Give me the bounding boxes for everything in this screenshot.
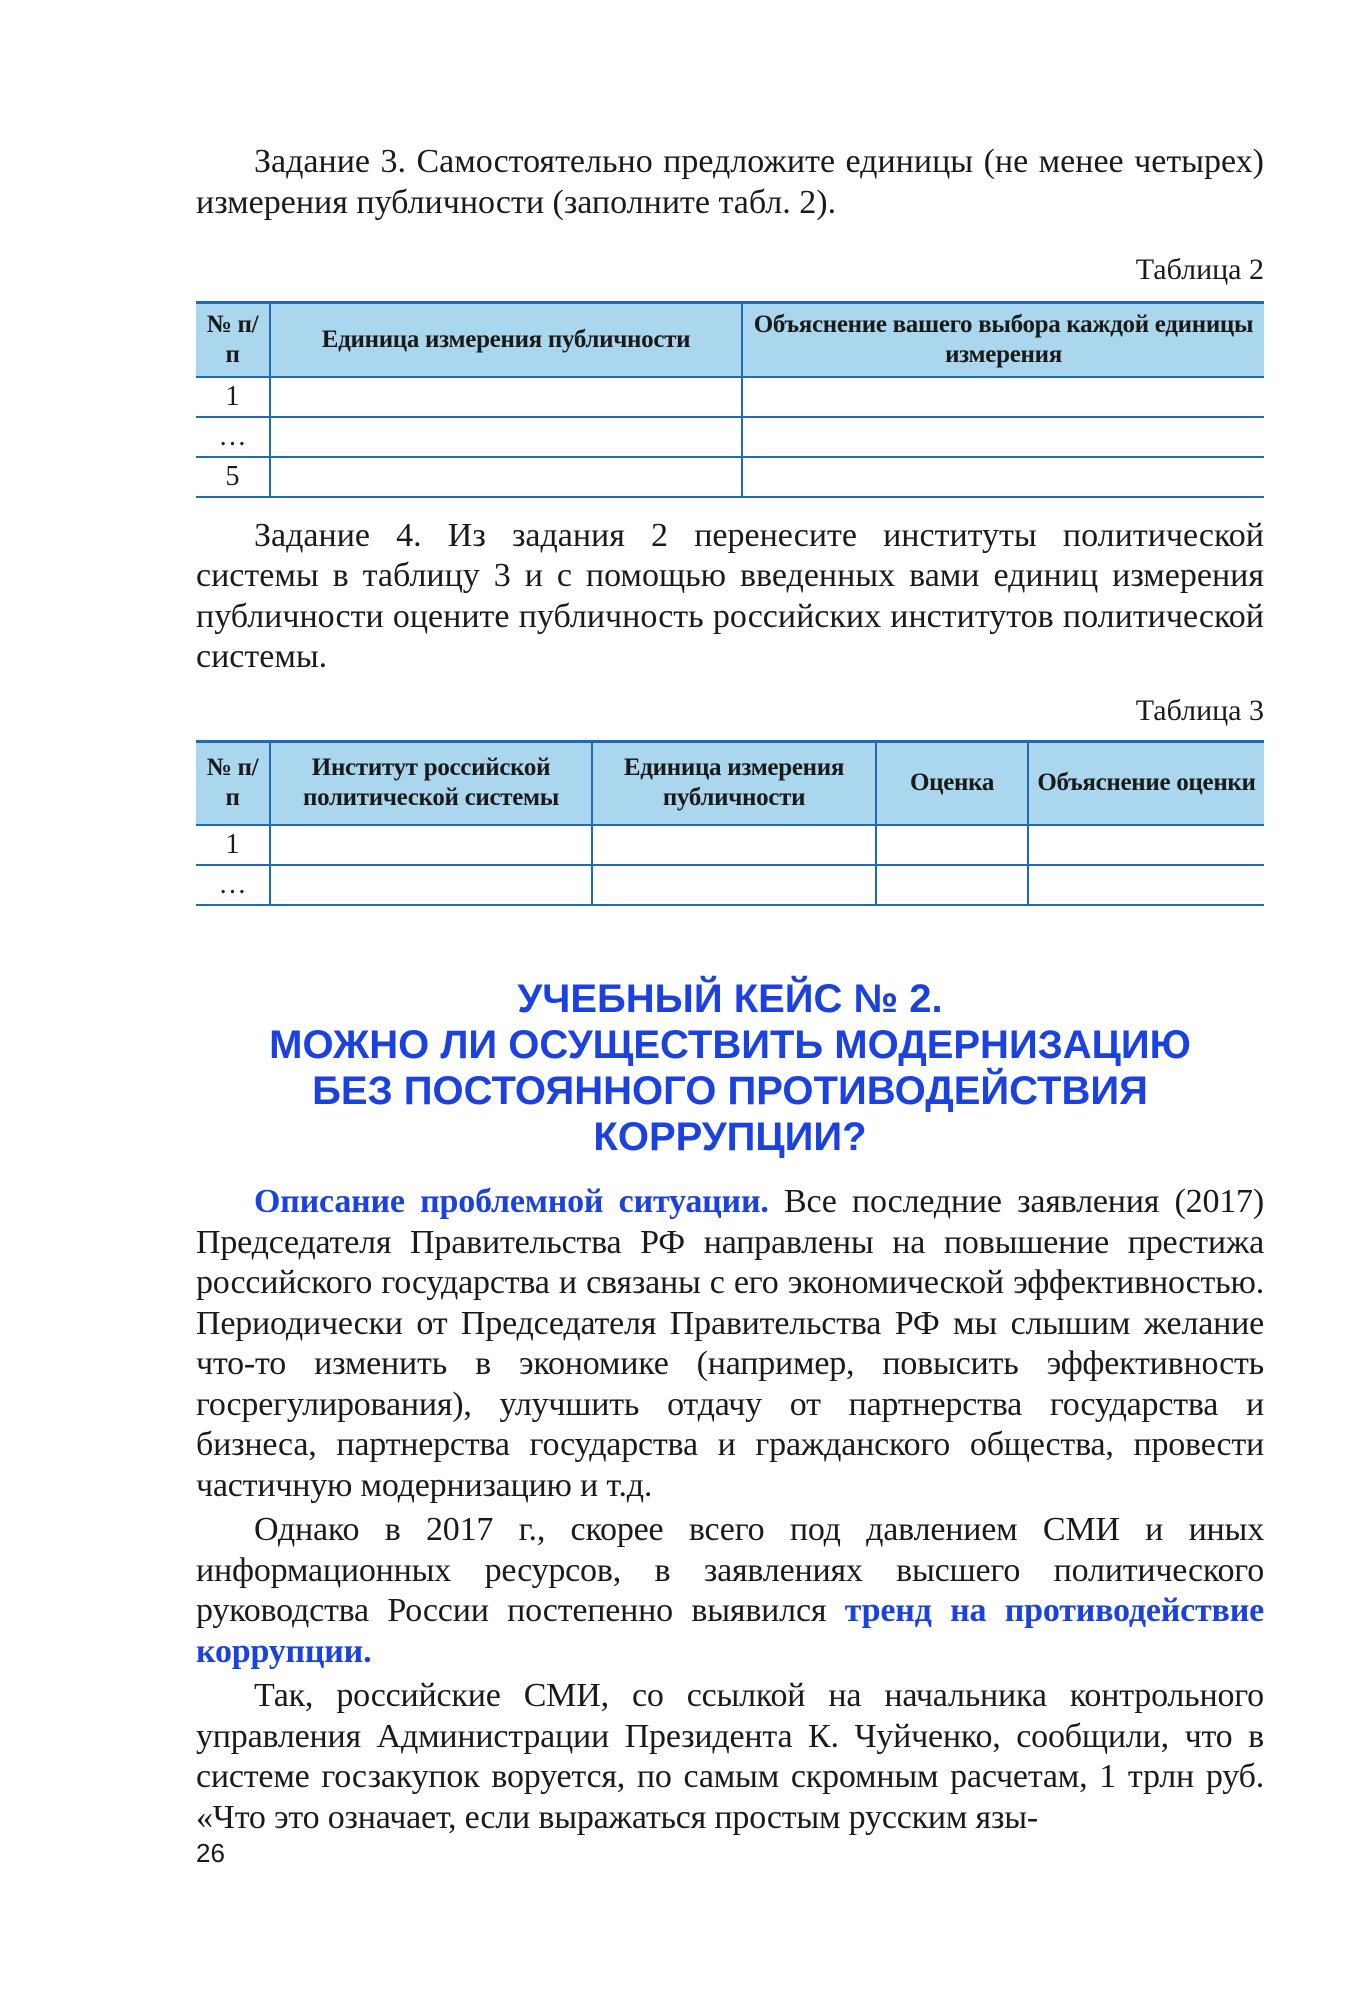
table-2-header-explanation: Объяснение вашего выбора каждой единицы измерения xyxy=(742,303,1264,377)
table-cell: 1 xyxy=(196,825,270,865)
page-number: 26 xyxy=(196,1838,225,1868)
table-cell: … xyxy=(196,865,270,905)
anti-corruption-trend-highlight: тренд на противодействие коррупции. xyxy=(196,1592,1264,1670)
table-row xyxy=(196,377,1264,417)
table-3-header-unit: Единица измерения публичности xyxy=(592,741,876,825)
case-heading xyxy=(196,976,1264,1160)
table-cell xyxy=(270,377,742,417)
table-cell: 1 xyxy=(196,377,270,417)
table-3-header-score: Оценка xyxy=(876,741,1028,825)
table-2-header-row xyxy=(196,303,1264,377)
table-row xyxy=(196,865,1264,905)
table-cell xyxy=(876,865,1028,905)
table-cell: 5 xyxy=(196,457,270,497)
case-paragraph-1-text: Все последние заявления (2017) Председателя Правительства РФ направлены на повышение престижа российского государства и связаны с его экономической эффективностью. Периодически от Председателя Правительства РФ мы слышим желание что-то изменить в экономике (например, повысить эффективность госрегулирования), улучшить отдачу от партнерства государства и бизнеса, партнерства государства и гражданского общества, провести частичную модернизацию и т.д. xyxy=(196,1183,1264,1504)
table-2-header-num: № п/п xyxy=(196,303,270,377)
table-3 xyxy=(196,740,1264,907)
page-content xyxy=(196,142,1264,1838)
case-paragraph-2 xyxy=(196,1510,1264,1672)
table-cell xyxy=(742,377,1264,417)
table-row xyxy=(196,457,1264,497)
table-3-header-num: № п/п xyxy=(196,741,270,825)
table-3-header-explanation: Объяснение оценки xyxy=(1028,741,1264,825)
table-cell xyxy=(270,825,592,865)
case-paragraph-2-text: Однако в 2017 г., скорее всего под давлением СМИ и иных информационных ресурсов, в заявлениях высшего политического руководства России постепенно выявился xyxy=(196,1511,1264,1629)
case-title-line: УЧЕБНЫЙ КЕЙС № 2. xyxy=(517,977,943,1021)
table-3-header-row xyxy=(196,741,1264,825)
table-2-header-unit: Единица измерения публичности xyxy=(270,303,742,377)
table-3-header-institute: Институт российской политической системы xyxy=(270,741,592,825)
task-4-text: Задание 4. Из задания 2 перенесите институты политической системы в таблицу 3 и с помощью введенных вами единиц измерения публичности оцените публичность российских институтов политической системы. xyxy=(196,516,1264,675)
table-cell xyxy=(270,457,742,497)
table-cell xyxy=(270,865,592,905)
table-row xyxy=(196,417,1264,457)
table-2-caption: Таблица 2 xyxy=(1135,253,1264,286)
case-title-line: КОРРУПЦИИ? xyxy=(593,1115,867,1159)
case-paragraph-1 xyxy=(196,1182,1264,1506)
table-2 xyxy=(196,301,1264,498)
task-3-text: Задание 3. Самостоятельно предложите единицы (не менее четырех) измерения публичности (заполните табл. 2). xyxy=(196,143,1264,221)
table-cell xyxy=(1028,825,1264,865)
table-cell xyxy=(742,457,1264,497)
table-row xyxy=(196,825,1264,865)
table-cell xyxy=(1028,865,1264,905)
table-cell xyxy=(592,825,876,865)
table-3-caption: Таблица 3 xyxy=(1135,693,1264,727)
table-cell xyxy=(876,825,1028,865)
table-cell xyxy=(742,417,1264,457)
table-cell: … xyxy=(196,417,270,457)
table-cell xyxy=(592,865,876,905)
table-cell xyxy=(270,417,742,457)
problem-description-lead: Описание проблемной ситуации. xyxy=(254,1183,769,1220)
case-title-line: МОЖНО ЛИ ОСУЩЕСТВИТЬ МОДЕРНИЗАЦИЮ xyxy=(269,1023,1191,1067)
case-paragraph-3: Так, российские СМИ, со ссылкой на начальника контрольного управления Администрации Президента К. Чуйченко, сообщили, что в системе госзакупок воруется, по самым скромным расчетам, 1 трлн руб. «Что это означает, если выражаться простым русским язы- xyxy=(196,1677,1264,1836)
case-title-line: БЕЗ ПОСТОЯННОГО ПРОТИВОДЕЙСТВИЯ xyxy=(312,1069,1148,1113)
